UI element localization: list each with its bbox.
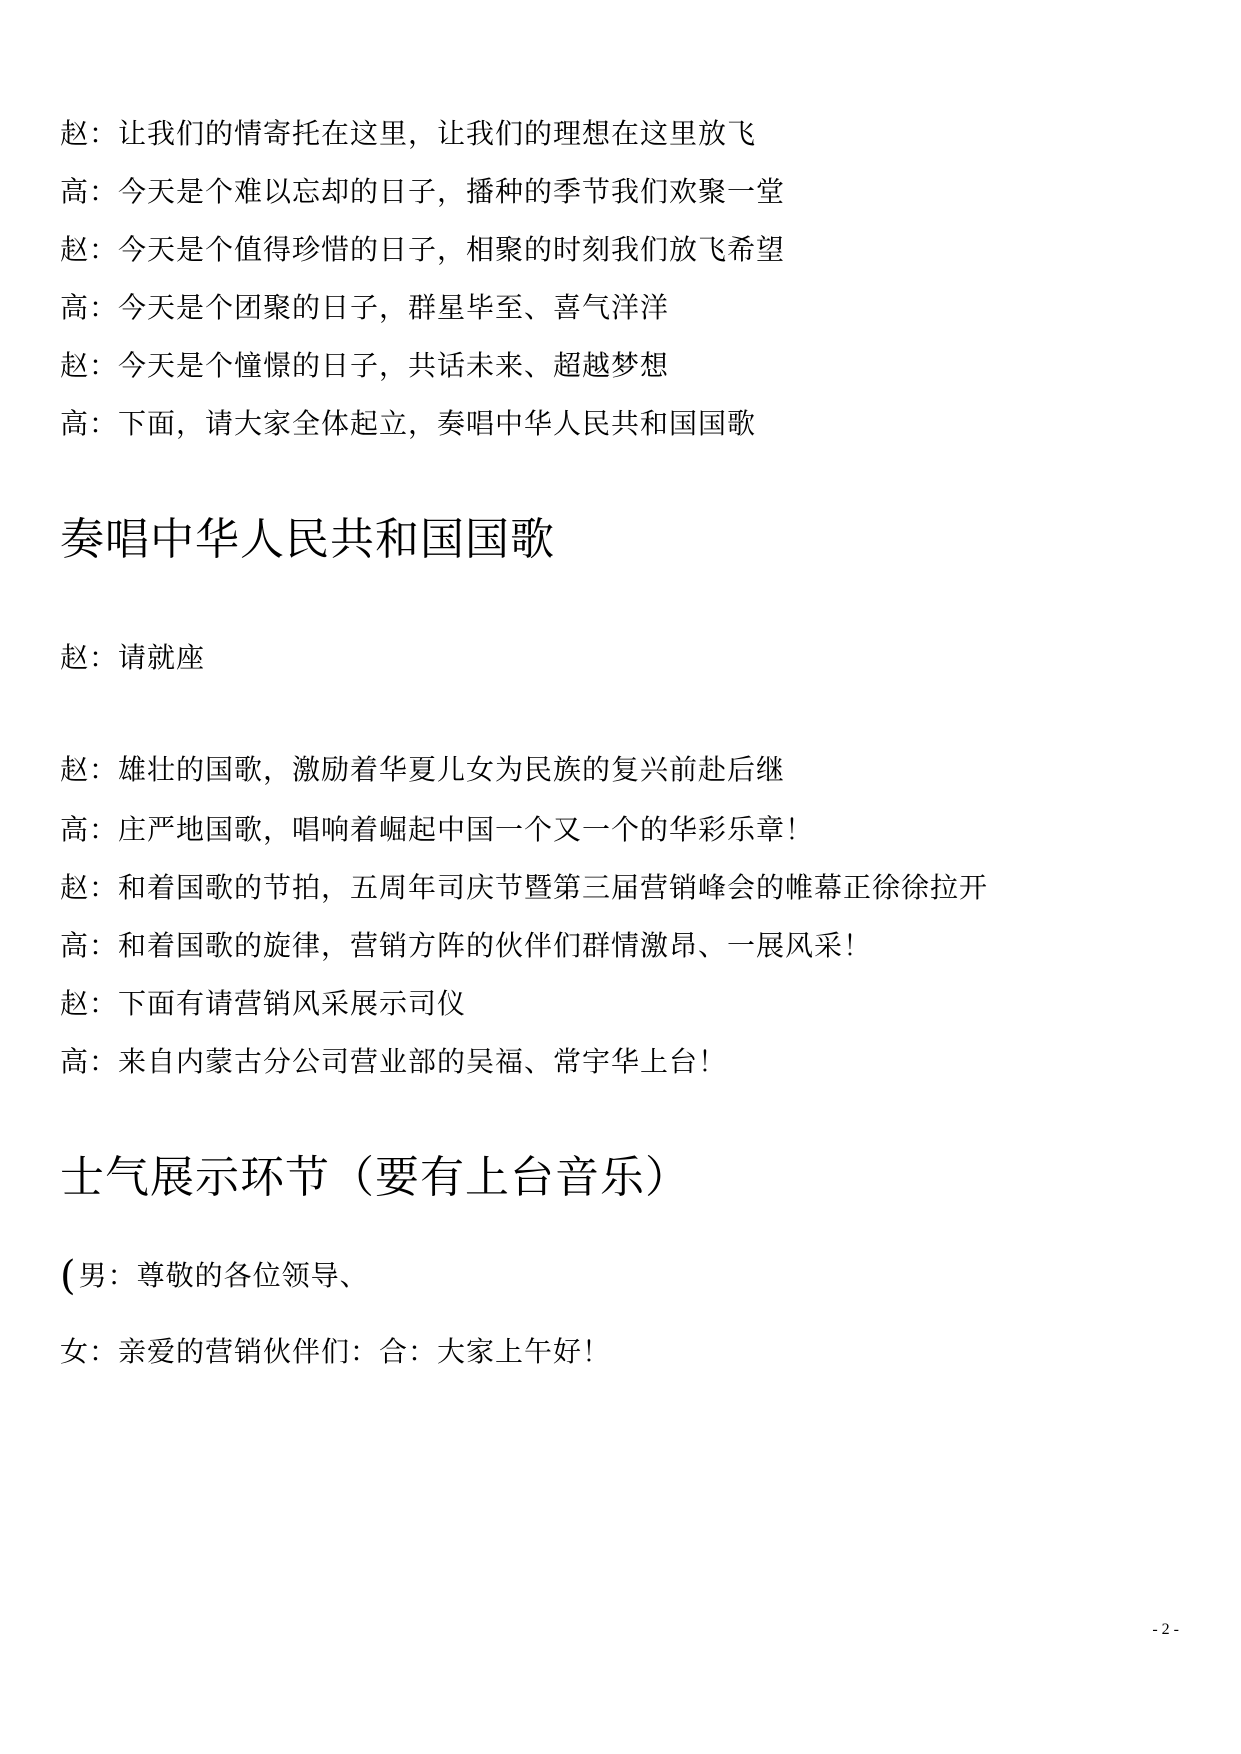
dialogue-text: 男：尊敬的各位领导、: [78, 1259, 369, 1292]
page-number: - 2 -: [1152, 1621, 1179, 1638]
dialogue-line-female: 女：亲爱的营销伙伴们：合：大家上午好！: [60, 1335, 612, 1368]
dialogue-line: 赵：今天是个憧憬的日子，共话未来、超越梦想: [60, 349, 670, 382]
section-heading-anthem: 奏唱中华人民共和国国歌: [60, 514, 555, 565]
dialogue-line: 赵：雄壮的国歌，激励着华夏儿女为民族的复兴前赴后继: [60, 753, 786, 786]
open-paren: (: [60, 1253, 77, 1299]
dialogue-line: 高：今天是个难以忘却的日子，播种的季节我们欢聚一堂: [60, 175, 786, 208]
dialogue-line: 高：和着国歌的旋律，营销方阵的伙伴们群情激昂、一展风采！: [60, 929, 873, 962]
dialogue-line: 高：下面，请大家全体起立，奏唱中华人民共和国国歌: [60, 407, 757, 440]
section-heading-morale: 士气展示环节（要有上台音乐）: [60, 1152, 690, 1203]
dialogue-line-male: [60, 1253, 369, 1299]
dialogue-line: 高：庄严地国歌，唱响着崛起中国一个又一个的华彩乐章！: [60, 813, 815, 846]
dialogue-line: 赵：今天是个值得珍惜的日子，相聚的时刻我们放飞希望: [60, 233, 786, 266]
dialogue-line: 赵：让我们的情寄托在这里，让我们的理想在这里放飞: [60, 117, 757, 150]
dialogue-line: 高：今天是个团聚的日子，群星毕至、喜气洋洋: [60, 291, 670, 324]
dialogue-line: 赵：请就座: [60, 641, 206, 674]
dialogue-line: 高：来自内蒙古分公司营业部的吴福、常宇华上台！: [60, 1045, 728, 1078]
dialogue-line: 赵：和着国歌的节拍，五周年司庆节暨第三届营销峰会的帷幕正徐徐拉开: [60, 871, 989, 904]
dialogue-line: 赵：下面有请营销风采展示司仪: [60, 987, 467, 1020]
